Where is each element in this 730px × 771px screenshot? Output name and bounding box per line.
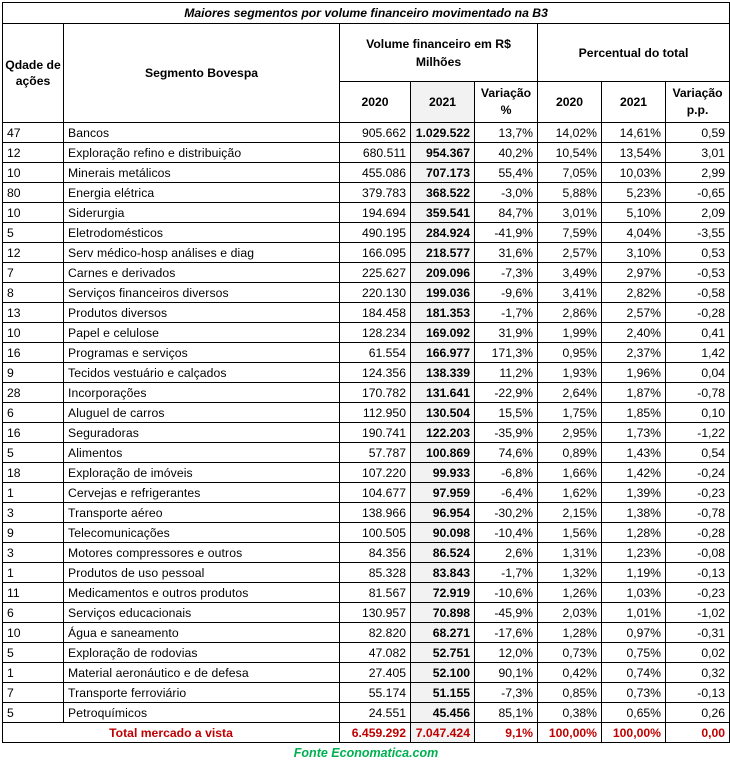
row-qty: 8: [3, 283, 64, 303]
row-variation-pct: 85,1%: [475, 703, 538, 723]
row-segment: Exploração refino e distribuição: [64, 143, 340, 163]
row-segment: Serviços educacionais: [64, 603, 340, 623]
row-volume-2021: 52.100: [411, 663, 475, 683]
table-row: [3, 243, 730, 263]
row-volume-2021: 45.456: [411, 703, 475, 723]
row-pct-2020: 1,66%: [538, 463, 602, 483]
table-row: [3, 183, 730, 203]
row-segment: Medicamentos e outros produtos: [64, 583, 340, 603]
row-variation-pct: -7,3%: [475, 683, 538, 703]
row-volume-2021: 86.524: [411, 543, 475, 563]
row-volume-2021: 284.924: [411, 223, 475, 243]
row-variation-pp: 0,04: [666, 363, 730, 383]
row-variation-pct: -6,4%: [475, 483, 538, 503]
row-variation-pp: -0,58: [666, 283, 730, 303]
row-volume-2020: 455.086: [340, 163, 411, 183]
row-volume-2020: 138.966: [340, 503, 411, 523]
row-variation-pp: -0,31: [666, 623, 730, 643]
table-row: [3, 583, 730, 603]
row-pct-2020: 1,32%: [538, 563, 602, 583]
row-qty: 18: [3, 463, 64, 483]
table-row: [3, 523, 730, 543]
row-segment: Transporte ferroviário: [64, 683, 340, 703]
row-segment: Carnes e derivados: [64, 263, 340, 283]
row-pct-2021: 2,82%: [602, 283, 666, 303]
row-pct-2021: 1,96%: [602, 363, 666, 383]
total-variation: 9,1%: [475, 723, 538, 743]
row-pct-2021: 1,43%: [602, 443, 666, 463]
table-title: Maiores segmentos por volume financeiro movimentado na B3: [3, 3, 730, 24]
row-variation-pct: 15,5%: [475, 403, 538, 423]
row-volume-2020: 61.554: [340, 343, 411, 363]
row-qty: 3: [3, 503, 64, 523]
row-variation-pp: -0,78: [666, 503, 730, 523]
segments-table: [2, 2, 730, 763]
total-pct-2020: 100,00%: [538, 723, 602, 743]
row-variation-pct: 90,1%: [475, 663, 538, 683]
row-segment: Transporte aéreo: [64, 503, 340, 523]
row-variation-pp: -0,13: [666, 563, 730, 583]
table-row: [3, 503, 730, 523]
row-variation-pct: -3,0%: [475, 183, 538, 203]
row-volume-2020: 55.174: [340, 683, 411, 703]
row-variation-pp: -0,53: [666, 263, 730, 283]
row-pct-2020: 7,05%: [538, 163, 602, 183]
row-volume-2020: 100.505: [340, 523, 411, 543]
row-volume-2021: 68.271: [411, 623, 475, 643]
row-variation-pct: 13,7%: [475, 123, 538, 143]
row-pct-2021: 0,97%: [602, 623, 666, 643]
row-qty: 6: [3, 603, 64, 623]
row-qty: 28: [3, 383, 64, 403]
table-row: [3, 603, 730, 623]
row-volume-2021: 954.367: [411, 143, 475, 163]
row-volume-2020: 905.662: [340, 123, 411, 143]
row-qty: 47: [3, 123, 64, 143]
row-volume-2020: 85.328: [340, 563, 411, 583]
row-qty: 80: [3, 183, 64, 203]
row-pct-2021: 0,74%: [602, 663, 666, 683]
row-segment: Serviços financeiros diversos: [64, 283, 340, 303]
row-volume-2021: 96.954: [411, 503, 475, 523]
table-body: [3, 123, 730, 723]
row-variation-pct: -1,7%: [475, 563, 538, 583]
row-pct-2020: 1,26%: [538, 583, 602, 603]
row-pct-2020: 0,73%: [538, 643, 602, 663]
table-row: [3, 563, 730, 583]
row-variation-pp: -0,24: [666, 463, 730, 483]
header-segment: Segmento Bovespa: [64, 24, 340, 123]
row-pct-2020: 0,85%: [538, 683, 602, 703]
row-qty: 13: [3, 303, 64, 323]
row-variation-pp: -3,55: [666, 223, 730, 243]
row-segment: Exploração de imóveis: [64, 463, 340, 483]
row-volume-2020: 82.820: [340, 623, 411, 643]
row-pct-2021: 0,73%: [602, 683, 666, 703]
row-pct-2021: 1,19%: [602, 563, 666, 583]
row-volume-2020: 124.356: [340, 363, 411, 383]
row-volume-2021: 52.751: [411, 643, 475, 663]
row-variation-pp: 0,54: [666, 443, 730, 463]
row-volume-2021: 166.977: [411, 343, 475, 363]
row-variation-pct: -17,6%: [475, 623, 538, 643]
row-pct-2021: 0,75%: [602, 643, 666, 663]
row-volume-2021: 209.096: [411, 263, 475, 283]
row-volume-2020: 166.095: [340, 243, 411, 263]
row-pct-2021: 10,03%: [602, 163, 666, 183]
header-2021: 2021: [411, 82, 475, 123]
header-variation-pct: Variação %: [475, 82, 538, 123]
row-variation-pct: -7,3%: [475, 263, 538, 283]
table-row: [3, 703, 730, 723]
total-label: Total mercado a vista: [3, 723, 340, 743]
row-pct-2020: 10,54%: [538, 143, 602, 163]
row-variation-pct: -9,6%: [475, 283, 538, 303]
table-row: [3, 443, 730, 463]
row-segment: Cervejas e refrigerantes: [64, 483, 340, 503]
row-qty: 7: [3, 683, 64, 703]
row-pct-2020: 1,93%: [538, 363, 602, 383]
row-volume-2020: 225.627: [340, 263, 411, 283]
row-segment: Telecomunicações: [64, 523, 340, 543]
row-variation-pct: 11,2%: [475, 363, 538, 383]
row-volume-2020: 128.234: [340, 323, 411, 343]
row-variation-pp: -0,23: [666, 583, 730, 603]
row-variation-pct: -45,9%: [475, 603, 538, 623]
row-variation-pp: 2,99: [666, 163, 730, 183]
row-pct-2021: 14,61%: [602, 123, 666, 143]
row-variation-pct: -22,9%: [475, 383, 538, 403]
row-volume-2020: 84.356: [340, 543, 411, 563]
row-segment: Exploração de rodovias: [64, 643, 340, 663]
row-variation-pct: 12,0%: [475, 643, 538, 663]
row-qty: 5: [3, 703, 64, 723]
table-row: [3, 643, 730, 663]
row-volume-2020: 130.957: [340, 603, 411, 623]
row-volume-2021: 100.869: [411, 443, 475, 463]
row-pct-2021: 3,10%: [602, 243, 666, 263]
row-volume-2021: 359.541: [411, 203, 475, 223]
row-variation-pp: -0,78: [666, 383, 730, 403]
row-segment: Energia elétrica: [64, 183, 340, 203]
row-volume-2020: 24.551: [340, 703, 411, 723]
row-volume-2021: 131.641: [411, 383, 475, 403]
header-pct-2021: 2021: [602, 82, 666, 123]
row-pct-2021: 5,10%: [602, 203, 666, 223]
row-variation-pp: -0,23: [666, 483, 730, 503]
row-variation-pp: 0,02: [666, 643, 730, 663]
row-volume-2021: 90.098: [411, 523, 475, 543]
row-segment: Material aeronáutico e de defesa: [64, 663, 340, 683]
table-row: [3, 483, 730, 503]
row-volume-2021: 130.504: [411, 403, 475, 423]
row-qty: 1: [3, 483, 64, 503]
row-segment: Água e saneamento: [64, 623, 340, 643]
row-pct-2020: 1,62%: [538, 483, 602, 503]
row-pct-2021: 13,54%: [602, 143, 666, 163]
row-pct-2021: 1,23%: [602, 543, 666, 563]
row-pct-2020: 1,75%: [538, 403, 602, 423]
row-segment: Tecidos vestuário e calçados: [64, 363, 340, 383]
row-segment: Siderurgia: [64, 203, 340, 223]
row-pct-2021: 1,39%: [602, 483, 666, 503]
row-variation-pct: 2,6%: [475, 543, 538, 563]
row-volume-2020: 680.511: [340, 143, 411, 163]
header-2020: 2020: [340, 82, 411, 123]
row-volume-2021: 99.933: [411, 463, 475, 483]
row-volume-2020: 184.458: [340, 303, 411, 323]
row-volume-2020: 379.783: [340, 183, 411, 203]
row-pct-2021: 1,42%: [602, 463, 666, 483]
row-volume-2020: 190.741: [340, 423, 411, 443]
table-row: [3, 383, 730, 403]
row-pct-2020: 0,95%: [538, 343, 602, 363]
row-segment: Produtos diversos: [64, 303, 340, 323]
row-qty: 10: [3, 323, 64, 343]
row-qty: 10: [3, 203, 64, 223]
table-row: [3, 283, 730, 303]
row-qty: 12: [3, 243, 64, 263]
row-volume-2021: 199.036: [411, 283, 475, 303]
row-pct-2021: 1,03%: [602, 583, 666, 603]
row-volume-2021: 70.898: [411, 603, 475, 623]
table-row: [3, 463, 730, 483]
row-variation-pp: 0,59: [666, 123, 730, 143]
row-volume-2021: 181.353: [411, 303, 475, 323]
row-segment: Bancos: [64, 123, 340, 143]
row-variation-pp: -0,28: [666, 303, 730, 323]
table-row: [3, 323, 730, 343]
row-volume-2020: 57.787: [340, 443, 411, 463]
row-qty: 16: [3, 343, 64, 363]
row-pct-2021: 1,87%: [602, 383, 666, 403]
row-volume-2021: 97.959: [411, 483, 475, 503]
table-row: [3, 543, 730, 563]
row-volume-2021: 51.155: [411, 683, 475, 703]
row-variation-pp: 1,42: [666, 343, 730, 363]
row-variation-pp: 0,26: [666, 703, 730, 723]
row-segment: Programas e serviços: [64, 343, 340, 363]
row-qty: 9: [3, 363, 64, 383]
row-pct-2020: 1,31%: [538, 543, 602, 563]
row-pct-2021: 2,40%: [602, 323, 666, 343]
row-qty: 11: [3, 583, 64, 603]
total-2021: 7.047.424: [411, 723, 475, 743]
row-pct-2021: 1,38%: [602, 503, 666, 523]
row-pct-2020: 1,28%: [538, 623, 602, 643]
row-variation-pp: 0,32: [666, 663, 730, 683]
row-volume-2020: 47.082: [340, 643, 411, 663]
row-variation-pp: -1,22: [666, 423, 730, 443]
row-volume-2021: 707.173: [411, 163, 475, 183]
row-volume-2021: 368.522: [411, 183, 475, 203]
row-pct-2020: 0,38%: [538, 703, 602, 723]
row-segment: Incorporações: [64, 383, 340, 403]
row-volume-2021: 218.577: [411, 243, 475, 263]
row-variation-pct: -10,4%: [475, 523, 538, 543]
row-variation-pp: -0,08: [666, 543, 730, 563]
row-variation-pct: 31,9%: [475, 323, 538, 343]
row-pct-2021: 1,01%: [602, 603, 666, 623]
row-volume-2020: 81.567: [340, 583, 411, 603]
row-qty: 16: [3, 423, 64, 443]
row-pct-2021: 0,65%: [602, 703, 666, 723]
row-pct-2021: 4,04%: [602, 223, 666, 243]
row-qty: 5: [3, 443, 64, 463]
total-2020: 6.459.292: [340, 723, 411, 743]
row-pct-2020: 0,42%: [538, 663, 602, 683]
row-pct-2021: 5,23%: [602, 183, 666, 203]
row-volume-2020: 107.220: [340, 463, 411, 483]
source-note: Fonte Economatica.com: [293, 746, 439, 760]
row-pct-2020: 14,02%: [538, 123, 602, 143]
row-variation-pct: -10,6%: [475, 583, 538, 603]
table-row: [3, 123, 730, 143]
row-variation-pp: 0,10: [666, 403, 730, 423]
row-variation-pct: -41,9%: [475, 223, 538, 243]
table-row: [3, 303, 730, 323]
row-segment: Eletrodomésticos: [64, 223, 340, 243]
table-row: [3, 223, 730, 243]
table-row: [3, 163, 730, 183]
header-variation-pp: Variação p.p.: [666, 82, 730, 123]
row-variation-pct: 31,6%: [475, 243, 538, 263]
row-segment: Papel e celulose: [64, 323, 340, 343]
row-qty: 1: [3, 563, 64, 583]
row-pct-2020: 3,01%: [538, 203, 602, 223]
row-volume-2021: 169.092: [411, 323, 475, 343]
segments-table-container: [2, 2, 729, 763]
row-qty: 5: [3, 643, 64, 663]
row-variation-pct: 55,4%: [475, 163, 538, 183]
row-variation-pct: 40,2%: [475, 143, 538, 163]
table-row: [3, 683, 730, 703]
row-variation-pct: 84,7%: [475, 203, 538, 223]
row-volume-2020: 170.782: [340, 383, 411, 403]
row-pct-2020: 2,15%: [538, 503, 602, 523]
row-qty: 6: [3, 403, 64, 423]
row-segment: Aluguel de carros: [64, 403, 340, 423]
row-variation-pct: -30,2%: [475, 503, 538, 523]
row-volume-2021: 1.029.522: [411, 123, 475, 143]
row-variation-pct: 171,3%: [475, 343, 538, 363]
row-pct-2020: 2,95%: [538, 423, 602, 443]
row-segment: Motores compressores e outros: [64, 543, 340, 563]
row-qty: 12: [3, 143, 64, 163]
row-variation-pp: -1,02: [666, 603, 730, 623]
table-row: [3, 203, 730, 223]
header-pct-2020: 2020: [538, 82, 602, 123]
row-qty: 1: [3, 663, 64, 683]
row-pct-2021: 2,97%: [602, 263, 666, 283]
row-volume-2020: 112.950: [340, 403, 411, 423]
row-qty: 7: [3, 263, 64, 283]
row-volume-2020: 490.195: [340, 223, 411, 243]
header-percent-group: Percentual do total: [538, 24, 730, 82]
row-pct-2020: 2,64%: [538, 383, 602, 403]
header-volume-group: Volume financeiro em R$ Milhões: [340, 24, 538, 82]
row-volume-2020: 104.677: [340, 483, 411, 503]
row-variation-pct: -35,9%: [475, 423, 538, 443]
row-segment: Minerais metálicos: [64, 163, 340, 183]
row-variation-pp: -0,13: [666, 683, 730, 703]
row-pct-2020: 1,99%: [538, 323, 602, 343]
row-variation-pp: 0,41: [666, 323, 730, 343]
row-pct-2021: 1,28%: [602, 523, 666, 543]
row-qty: 10: [3, 163, 64, 183]
row-qty: 3: [3, 543, 64, 563]
row-pct-2020: 0,89%: [538, 443, 602, 463]
row-variation-pp: 3,01: [666, 143, 730, 163]
row-volume-2020: 27.405: [340, 663, 411, 683]
table-row: [3, 623, 730, 643]
row-segment: Produtos de uso pessoal: [64, 563, 340, 583]
row-pct-2020: 2,86%: [538, 303, 602, 323]
total-pp: 0,00: [666, 723, 730, 743]
row-volume-2021: 122.203: [411, 423, 475, 443]
header-qty: Qdade de ações: [3, 24, 64, 123]
row-pct-2020: 5,88%: [538, 183, 602, 203]
table-row: [3, 663, 730, 683]
table-row: [3, 343, 730, 363]
row-variation-pp: 2,09: [666, 203, 730, 223]
row-pct-2021: 2,37%: [602, 343, 666, 363]
total-row: [3, 723, 730, 743]
row-variation-pp: 0,53: [666, 243, 730, 263]
row-pct-2020: 7,59%: [538, 223, 602, 243]
row-segment: Seguradoras: [64, 423, 340, 443]
row-variation-pp: -0,28: [666, 523, 730, 543]
table-row: [3, 423, 730, 443]
row-volume-2021: 72.919: [411, 583, 475, 603]
total-pct-2021: 100,00%: [602, 723, 666, 743]
row-variation-pct: -1,7%: [475, 303, 538, 323]
row-volume-2020: 194.694: [340, 203, 411, 223]
row-volume-2020: 220.130: [340, 283, 411, 303]
row-pct-2021: 2,57%: [602, 303, 666, 323]
table-row: [3, 363, 730, 383]
row-segment: Petroquímicos: [64, 703, 340, 723]
row-variation-pp: -0,65: [666, 183, 730, 203]
row-pct-2020: 1,56%: [538, 523, 602, 543]
row-pct-2020: 3,41%: [538, 283, 602, 303]
row-pct-2020: 2,57%: [538, 243, 602, 263]
row-pct-2020: 3,49%: [538, 263, 602, 283]
row-variation-pct: -6,8%: [475, 463, 538, 483]
row-pct-2021: 1,85%: [602, 403, 666, 423]
row-segment: Alimentos: [64, 443, 340, 463]
table-row: [3, 403, 730, 423]
row-volume-2021: 83.843: [411, 563, 475, 583]
row-pct-2020: 2,03%: [538, 603, 602, 623]
row-qty: 5: [3, 223, 64, 243]
row-pct-2021: 1,73%: [602, 423, 666, 443]
row-qty: 9: [3, 523, 64, 543]
row-variation-pct: 74,6%: [475, 443, 538, 463]
table-row: [3, 143, 730, 163]
row-volume-2021: 138.339: [411, 363, 475, 383]
row-segment: Serv médico-hosp análises e diag: [64, 243, 340, 263]
row-qty: 10: [3, 623, 64, 643]
table-row: [3, 263, 730, 283]
